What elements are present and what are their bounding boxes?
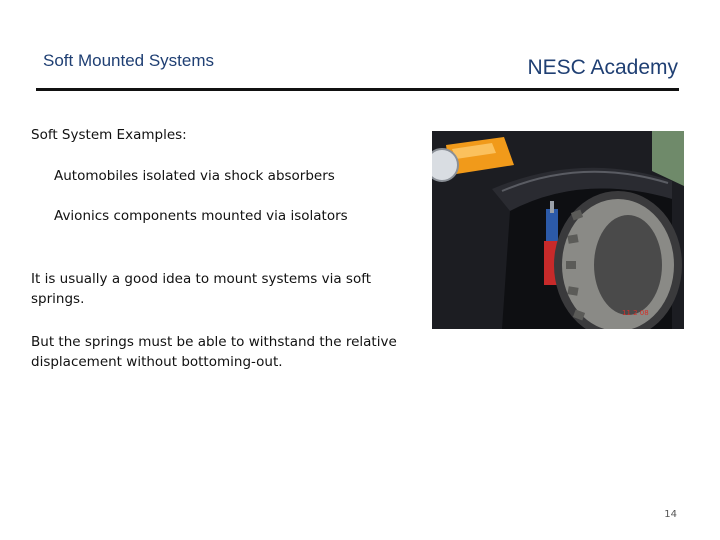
brand-title: NESC Academy [527, 56, 678, 79]
shock-rod [550, 201, 554, 213]
example-automobiles: Automobiles isolated via shock absorbers [54, 168, 335, 184]
truck-wheel-photo [432, 131, 684, 329]
section-title: Soft Mounted Systems [43, 51, 215, 70]
headlight-ring [432, 149, 458, 181]
examples-heading: Soft System Examples: [31, 127, 187, 143]
header-divider [36, 88, 679, 91]
soft-springs-note: It is usually a good idea to mount systems via soft springs. [31, 271, 372, 307]
bottoming-out-note: But the springs must be able to withstand the relative displacement without bottoming-out. [31, 334, 397, 370]
photo-timestamp: 11 2 08 [622, 309, 649, 317]
example-avionics: Avionics components mounted via isolators [54, 208, 348, 224]
page-number: 14 [664, 509, 677, 520]
tire-inner [594, 215, 662, 315]
